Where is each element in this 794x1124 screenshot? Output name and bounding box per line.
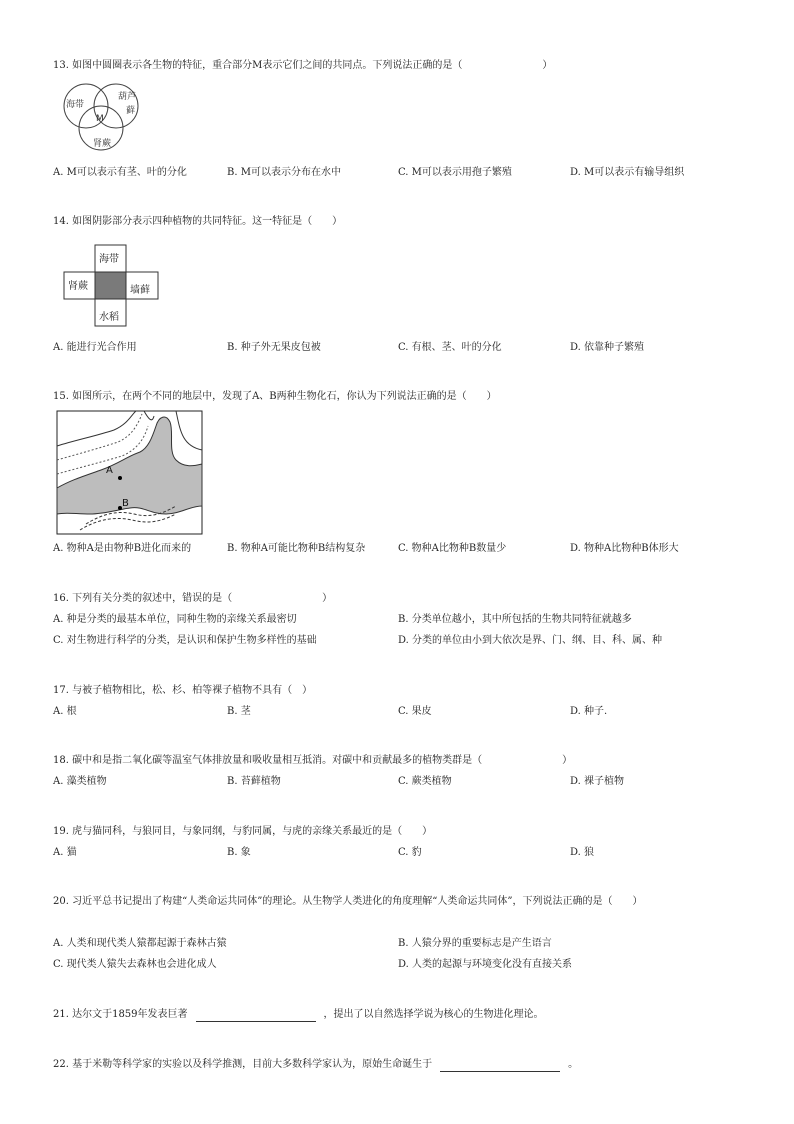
q14-option-d[interactable]: D. 依靠种子繁殖 [570, 342, 645, 353]
q17-option-d[interactable]: D. 种子. [570, 706, 608, 717]
q16-option-a[interactable]: A. 种是分类的最基本单位，同种生物的亲缘关系最密切 [53, 614, 297, 625]
q20-option-a[interactable]: A. 人类和现代类人猿都起源于森林古猿 [53, 938, 227, 949]
q20-option-c[interactable]: C. 现代类人猿失去森林也会进化成人 [53, 959, 217, 970]
cross-label-shenjue: 肾蕨 [68, 281, 88, 292]
q19-option-c[interactable]: C. 豹 [398, 847, 422, 858]
q18-option-a[interactable]: A. 藻类植物 [53, 776, 107, 787]
q15-option-a[interactable]: A. 物种A是由物种B进化而来的 [53, 543, 192, 554]
question-16-stem: 16. 下列有关分类的叙述中，错误的是（ ） [53, 593, 333, 604]
q15-option-b[interactable]: B. 物种A可能比物种B结构复杂 [227, 543, 366, 554]
fossil-label-a: A [106, 465, 113, 476]
q22-answer-blank[interactable] [440, 1061, 560, 1072]
cross-label-shuidao: 水稻 [99, 312, 119, 323]
q21-answer-blank[interactable] [196, 1011, 316, 1022]
question-14-stem: 14. 如图阴影部分表示四种植物的共同特征。这一特征是（ ） [53, 216, 343, 227]
question-17-stem: 17. 与被子植物相比，松、杉、柏等裸子植物不具有（ ） [53, 685, 313, 696]
shaded-common-cell [95, 272, 126, 299]
venn-label-m: M [96, 114, 104, 124]
q18-option-d[interactable]: D. 裸子植物 [570, 776, 625, 787]
q13-option-b[interactable]: B. M可以表示分布在水中 [227, 167, 341, 178]
cross-label-qiangxian: 墙藓 [130, 285, 150, 296]
question-15-stem: 15. 如图所示，在两个不同的地层中，发现了A、B两种生物化石，你认为下列说法正确的是（ ） [53, 391, 497, 402]
q15-option-d[interactable]: D. 物种A比物种B体形大 [570, 543, 679, 554]
q17-option-c[interactable]: C. 果皮 [398, 706, 432, 717]
venn-label-xian: 藓 [126, 106, 136, 116]
cross-label-haidai: 海带 [99, 254, 119, 265]
q14-option-a[interactable]: A. 能进行光合作用 [53, 342, 137, 353]
q22-text-after: 。 [568, 1059, 579, 1070]
q13-option-c[interactable]: C. M可以表示用孢子繁殖 [398, 167, 512, 178]
question-22 [53, 1058, 578, 1072]
q13-option-d[interactable]: D. M可以表示有输导组织 [570, 167, 685, 178]
q19-option-b[interactable]: B. 象 [227, 847, 251, 858]
q18-option-c[interactable]: C. 蕨类植物 [398, 776, 452, 787]
q16-option-c[interactable]: C. 对生物进行科学的分类，是认识和保护生物多样性的基础 [53, 635, 317, 646]
venn-label-shenjue: 肾蕨 [93, 139, 112, 149]
question-19-stem: 19. 虎与猫同科，与狼同目，与象同纲，与豹同属，与虎的亲缘关系最近的是（ ） [53, 826, 433, 837]
fossil-label-b: B [122, 498, 129, 509]
q14-option-b[interactable]: B. 种子外无果皮包被 [227, 342, 321, 353]
question-21 [53, 1008, 544, 1022]
q20-option-b[interactable]: B. 人猿分界的重要标志是产生语言 [398, 938, 552, 949]
question-18-stem: 18. 碳中和是指二氧化碳等温室气体排放量和吸收量相互抵消。对碳中和贡献最多的植物类群是（ ） [53, 755, 573, 766]
q13-option-a[interactable]: A. M可以表示有茎、叶的分化 [53, 167, 187, 178]
q17-option-a[interactable]: A. 根 [53, 706, 77, 717]
venn-label-hulu: 葫芦 [118, 92, 137, 102]
q15-option-c[interactable]: C. 物种A比物种B数量少 [398, 543, 507, 554]
q22-text-before: 22. 基于米勒等科学家的实验以及科学推测，目前大多数科学家认为，原始生命诞生于 [53, 1059, 433, 1070]
venn-label-haidai: 海带 [66, 100, 85, 110]
question-13-stem: 13. 如图中圆圈表示各生物的特征，重合部分M表示它们之间的共同点。下列说法正确的是（ ） [53, 60, 553, 71]
q19-option-d[interactable]: D. 狼 [570, 847, 595, 858]
fossil-strata-diagram [56, 410, 204, 536]
cross-diagram [62, 243, 162, 333]
q14-option-c[interactable]: C. 有根、茎、叶的分化 [398, 342, 502, 353]
q16-option-b[interactable]: B. 分类单位越小，其中所包括的生物共同特征就越多 [398, 614, 632, 625]
q19-option-a[interactable]: A. 猫 [53, 847, 77, 858]
venn-diagram [60, 82, 152, 154]
fossil-a-dot [118, 476, 122, 480]
q17-option-b[interactable]: B. 茎 [227, 706, 251, 717]
q18-option-b[interactable]: B. 苔藓植物 [227, 776, 281, 787]
question-20-stem: 20. 习近平总书记提出了构建“人类命运共同体”的理论。从生物学人类进化的角度理解“人类命运共同体”，下列说法正确的是（ ） [53, 896, 643, 907]
q16-option-d[interactable]: D. 分类的单位由小到大依次是界、门、纲、目、科、属、种 [398, 635, 663, 646]
q20-option-d[interactable]: D. 人类的起源与环境变化没有直接关系 [398, 959, 573, 970]
q21-text-after: ，提出了以自然选择学说为核心的生物进化理论。 [323, 1009, 544, 1020]
q21-text-before: 21. 达尔文于1859年发表巨著 [53, 1009, 188, 1020]
